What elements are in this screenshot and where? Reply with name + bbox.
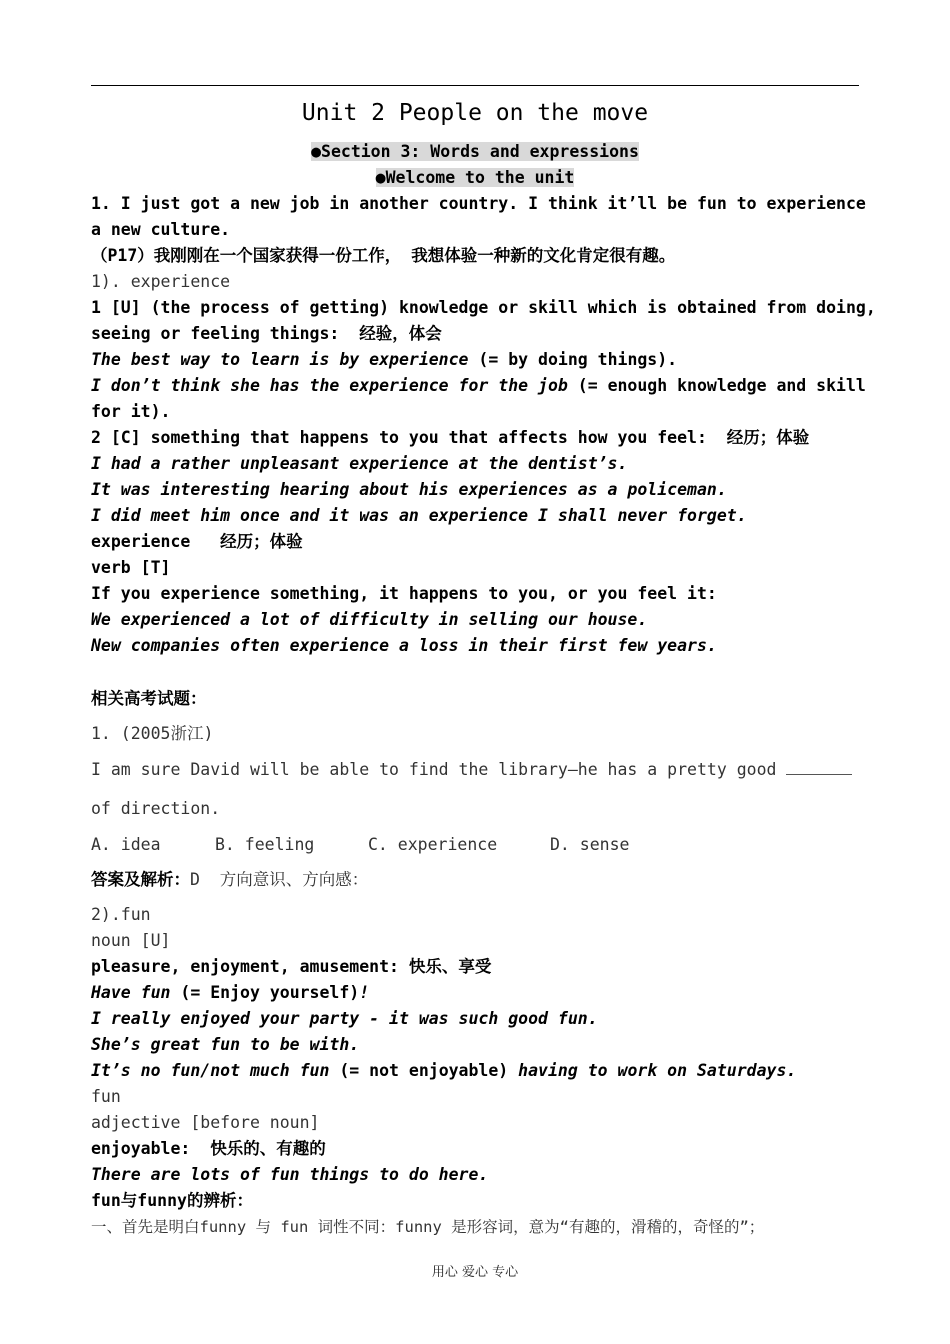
example-line: I did meet him once and it was an experience I shall never forget. <box>91 506 747 525</box>
example-line: I don’t think she has the experience for the job (= enough knowledge and skill <box>91 376 866 395</box>
exam-question-text: of direction. <box>91 799 221 818</box>
sub-heading: ●Welcome to the unit <box>375 168 575 187</box>
definition-line: If you experience something, it happens to you, or you feel it: <box>91 584 717 603</box>
entry-heading: 2).fun <box>91 905 151 924</box>
definition-line: noun [U] <box>91 931 171 950</box>
example-line: It was interesting hearing about his experiences as a policeman. <box>91 480 727 499</box>
answer-blank <box>786 760 852 775</box>
example-line: I had a rather unpleasant experience at the dentist’s. <box>91 454 628 473</box>
exam-option: B. feeling <box>215 835 315 854</box>
example-line: We experienced a lot of difficulty in selling our house. <box>91 610 648 629</box>
example-line: It’s no fun/not much fun (= not enjoyable) having to work on Saturdays. <box>91 1061 797 1080</box>
exam-option: D. sense <box>550 835 630 854</box>
entry-heading: fun <box>91 1087 121 1106</box>
definition-line: seeing or feeling things: 经验，体会 <box>91 324 442 343</box>
exam-question-text: I am sure David will be able to find the library—he has a pretty good <box>91 760 852 780</box>
sentence-line: a new culture. <box>91 220 231 239</box>
exam-option: C. experience <box>368 835 498 854</box>
example-line: She’s great fun to be with. <box>91 1035 360 1054</box>
exam-question-number: 1. (2005浙江) <box>91 724 214 743</box>
exam-heading: 相关高考试题： <box>91 689 207 708</box>
comparison-heading: fun与funny的辨析： <box>91 1191 253 1210</box>
exam-option: A. idea <box>91 835 161 854</box>
definition-line: pleasure, enjoyment, amusement: 快乐、享受 <box>91 957 492 976</box>
page-title: Unit 2 People on the move <box>301 100 649 126</box>
example-line: Have fun (= Enjoy yourself)! <box>91 983 370 1002</box>
page-footer: 用心 爱心 专心 <box>431 1265 519 1280</box>
definition-line: verb [T] <box>91 558 171 577</box>
sentence-line: 1. I just got a new job in another country. I think it’ll be fun to experience <box>91 194 866 213</box>
definition-line: adjective [before noun] <box>91 1113 320 1132</box>
comparison-text: 一、首先是明白funny 与 fun 词性不同：funny 是形容词，意为“有趣的，滑稽的，奇怪的”； <box>91 1218 765 1236</box>
answer-line: 答案及解析：D 方向意识、方向感： <box>91 870 369 889</box>
example-line: for it). <box>91 402 171 421</box>
example-line: The best way to learn is by experience (= by doing things). <box>91 350 678 369</box>
top-rule <box>91 85 859 86</box>
example-line: I really enjoyed your party - it was such good fun. <box>91 1009 598 1028</box>
example-line: New companies often experience a loss in their first few years. <box>91 636 717 655</box>
section-heading: ●Section 3: Words and expressions <box>311 142 639 161</box>
definition-line: experience 经历；体验 <box>91 532 303 551</box>
definition-line: enjoyable: 快乐的、有趣的 <box>91 1139 326 1158</box>
definition-line: 1 [U] (the process of getting) knowledge or skill which is obtained from doing, <box>91 298 876 317</box>
entry-heading: 1). experience <box>91 272 231 291</box>
definition-line: 2 [C] something that happens to you that affects how you feel: 经历；体验 <box>91 428 810 447</box>
example-line: There are lots of fun things to do here. <box>91 1165 489 1184</box>
translation-line: （P17）我刚刚在一个国家获得一份工作， 我想体验一种新的文化肯定很有趣。 <box>91 246 676 265</box>
